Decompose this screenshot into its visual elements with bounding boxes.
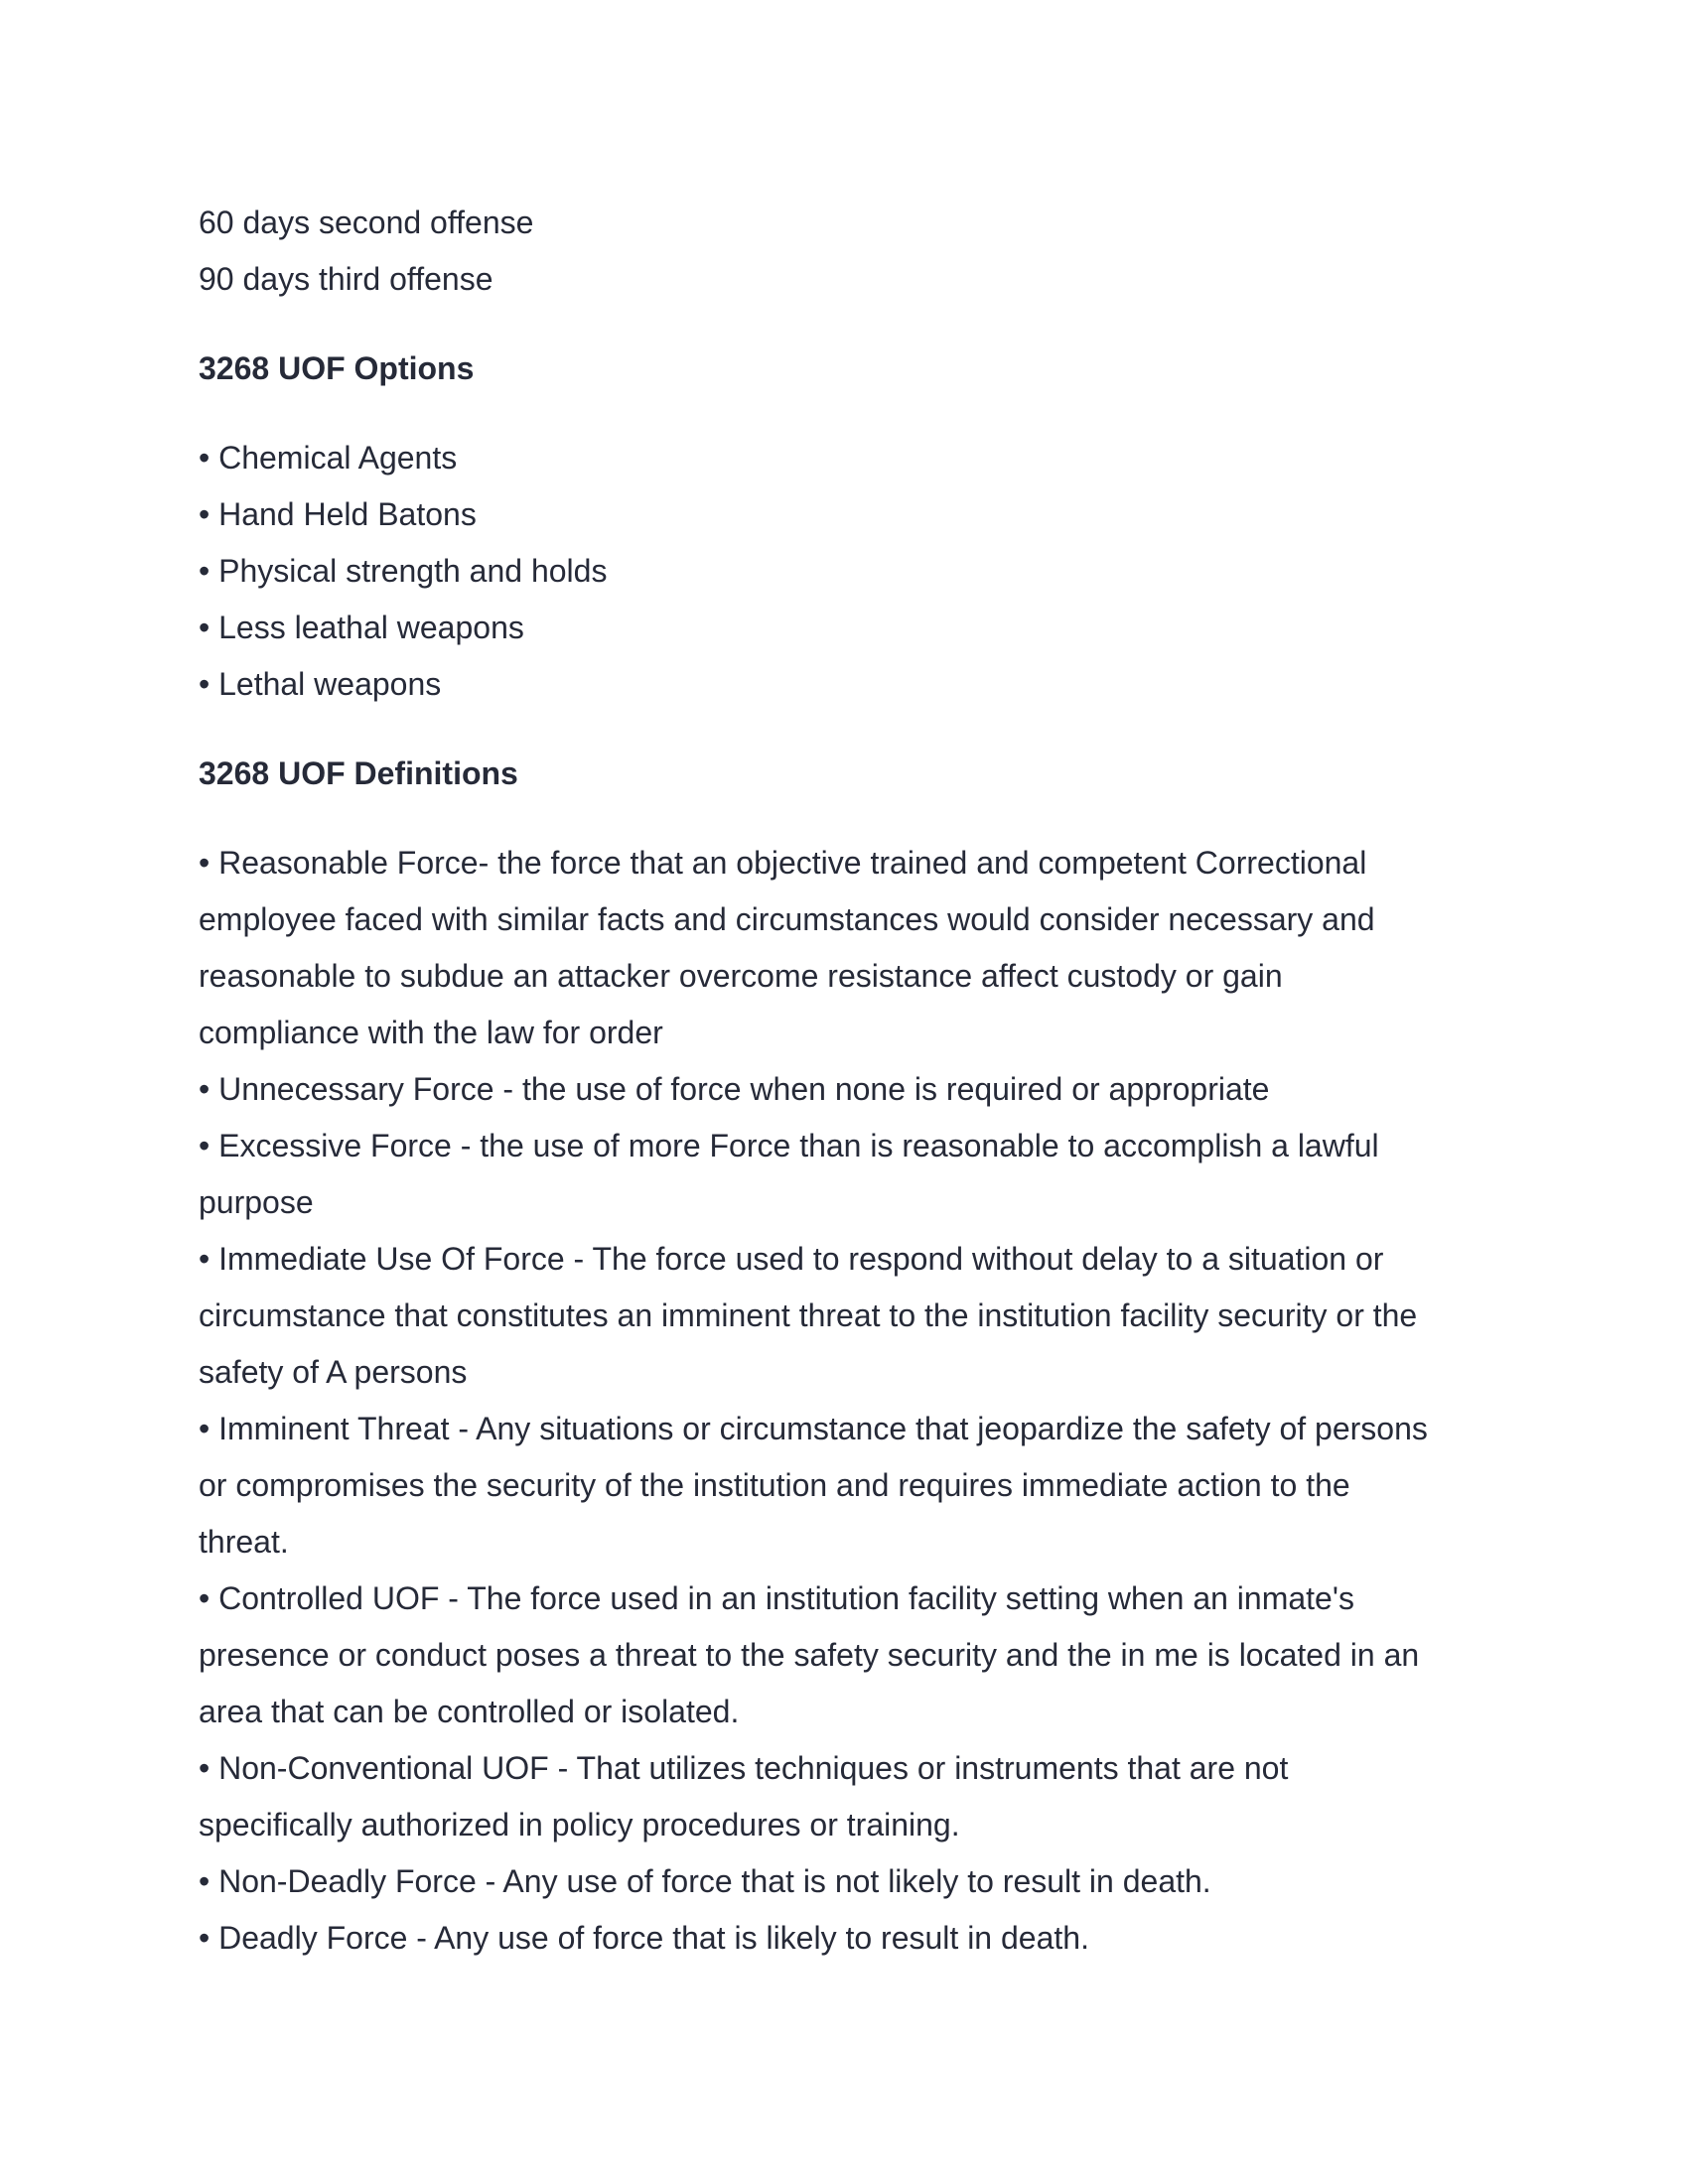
definition-item [199,1401,1489,1570]
list-item-text: Lethal weapons [218,666,442,702]
definition-line: or compromises the security of the institution and requires immediate action to the [199,1467,1350,1503]
definition-item [199,1061,1489,1118]
definition-line: compliance with the law for order [199,1015,663,1050]
document-page [199,195,1489,1967]
definition-item [199,1740,1489,1853]
definition-line: reasonable to subdue an attacker overcome resistance affect custody or gain [199,958,1283,994]
definition-line: employee faced with similar facts and circumstances would consider necessary and [199,901,1375,937]
definition-item [199,1231,1489,1401]
definition-line: • Non-Conventional UOF - That utilizes techniques or instruments that are not [199,1750,1289,1786]
definition-item [199,1853,1489,1910]
definitions-list [199,835,1489,1967]
list-item-text: Less leathal weapons [218,610,524,645]
list-item [199,543,1489,600]
list-item [199,656,1489,713]
definition-line: safety of A persons [199,1354,468,1390]
definition-line: • Unnecessary Force - the use of force when none is required or appropriate [199,1071,1270,1107]
definition-line: specifically authorized in policy procedures or training. [199,1807,960,1843]
definition-line: threat. [199,1524,289,1560]
definition-item [199,1570,1489,1740]
options-heading: 3268 UOF Options [199,350,475,386]
intro-line: 60 days second offense [199,205,534,240]
definition-line: area that can be controlled or isolated. [199,1694,740,1729]
definition-line: • Controlled UOF - The force used in an institution facility setting when an inmate's [199,1580,1354,1616]
definition-line: • Non-Deadly Force - Any use of force that is not likely to result in death. [199,1863,1211,1899]
list-item [199,600,1489,656]
definition-item [199,1910,1489,1967]
list-item-text: Chemical Agents [218,440,458,476]
definitions-heading: 3268 UOF Definitions [199,755,518,791]
list-item-text: Physical strength and holds [218,553,608,589]
definition-line: circumstance that constitutes an imminent threat to the institution facility security or the [199,1297,1418,1333]
bullet: • [199,666,211,702]
list-item [199,430,1489,486]
definition-item [199,1118,1489,1231]
options-list [199,430,1489,713]
definition-line: purpose [199,1184,314,1220]
bullet: • [199,610,211,645]
definition-line: • Imminent Threat - Any situations or circumstance that jeopardize the safety of persons [199,1411,1428,1446]
bullet: • [199,440,211,476]
list-item [199,486,1489,543]
definition-line: • Excessive Force - the use of more Force than is reasonable to accomplish a lawful [199,1128,1379,1163]
list-item-text: Hand Held Batons [218,496,477,532]
definition-line: • Immediate Use Of Force - The force used to respond without delay to a situation or [199,1241,1384,1277]
definition-item [199,835,1489,1061]
definition-line: presence or conduct poses a threat to the safety security and the in me is located in an [199,1637,1420,1673]
bullet: • [199,496,211,532]
definition-line: • Deadly Force - Any use of force that is likely to result in death. [199,1920,1089,1956]
intro-line: 90 days third offense [199,261,493,297]
bullet: • [199,553,211,589]
definition-line: • Reasonable Force- the force that an objective trained and competent Correctional [199,845,1367,881]
